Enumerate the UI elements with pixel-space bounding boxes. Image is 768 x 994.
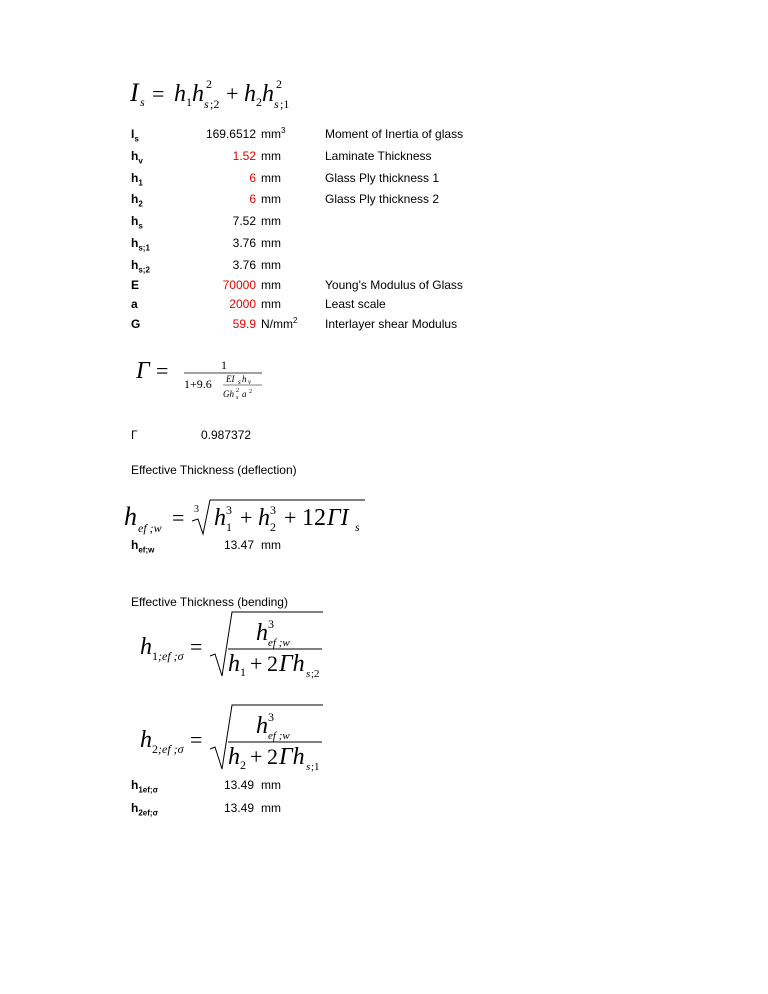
svg-text:=: =: [190, 727, 203, 752]
svg-text:3: 3: [270, 503, 276, 517]
parameter-row: [0, 258, 768, 278]
svg-text:h: h: [124, 502, 137, 531]
svg-text:h: h: [174, 81, 186, 107]
svg-text:h: h: [258, 505, 270, 531]
h2ef-value: 13.49: [224, 801, 255, 815]
svg-text:Γh: Γh: [279, 651, 305, 677]
parameter-row: [0, 127, 768, 147]
h1ef-symbol: $h_{1ef;\sigma}$: [131, 778, 159, 795]
parameter-symbol: a: [131, 297, 138, 311]
formula-effective-thickness-bending-1: [140, 610, 330, 680]
svg-text:2: 2: [206, 77, 212, 91]
svg-text:+: +: [240, 505, 253, 530]
svg-text:2: 2: [236, 388, 239, 394]
parameter-value: 2000: [229, 297, 256, 311]
hef-w-symbol: $h_{ef;w}$: [131, 538, 155, 555]
parameter-value: 59.9: [232, 317, 256, 331]
hef-w-unit: mm: [261, 538, 281, 552]
parameter-unit: mm: [261, 171, 281, 185]
parameter-value: 169.6512: [205, 127, 256, 141]
parameter-symbol: $h_v$: [131, 149, 143, 166]
svg-text:;2: ;2: [210, 97, 220, 111]
svg-text:2: 2: [240, 758, 246, 772]
parameter-symbol: $h_1$: [131, 171, 143, 188]
svg-text:2: 2: [270, 520, 276, 534]
svg-text:Γh: Γh: [279, 744, 305, 770]
parameter-unit: $N/mm^2$: [261, 316, 298, 331]
hef-w-value: 13.47: [224, 538, 255, 552]
svg-text:;1: ;1: [280, 97, 290, 111]
svg-text:=: =: [152, 81, 165, 106]
svg-text:1: 1: [240, 665, 246, 679]
svg-text:Γ: Γ: [136, 358, 150, 384]
svg-text:2: 2: [152, 742, 158, 756]
parameter-symbol: E: [131, 278, 140, 292]
svg-text:h: h: [192, 81, 204, 107]
parameter-value: 6: [249, 171, 256, 185]
formula-moment-of-inertia: [130, 75, 310, 111]
svg-text:h: h: [244, 81, 256, 107]
parameter-row: [0, 214, 768, 234]
formula-shear-transfer-coefficient: [136, 352, 276, 412]
svg-text:2: 2: [256, 95, 262, 109]
parameter-description: Least scale: [325, 297, 386, 311]
svg-text:;ef ;σ: ;ef ;σ: [158, 742, 184, 756]
parameter-symbol: $I_s$: [131, 127, 139, 144]
svg-text:1: 1: [186, 95, 192, 109]
parameter-description: Glass Ply thickness 2: [325, 192, 440, 206]
svg-text:ef ;w: ef ;w: [268, 730, 290, 742]
gamma-value: 0.987372: [201, 428, 252, 442]
hef-w-row: [0, 538, 768, 558]
parameter-unit: mm: [261, 149, 281, 163]
svg-text:+: +: [226, 81, 239, 106]
svg-text:3: 3: [268, 710, 274, 724]
gamma-symbol: Γ: [131, 428, 138, 442]
svg-text:s: s: [306, 761, 311, 773]
svg-text:3: 3: [268, 617, 274, 631]
svg-text:EI: EI: [226, 374, 235, 384]
svg-text:s: s: [238, 378, 241, 386]
svg-text:s: s: [306, 668, 311, 680]
parameter-symbol: $h_{s;1}$: [131, 236, 150, 253]
parameter-symbol: G: [131, 317, 141, 331]
svg-text:h: h: [256, 713, 268, 739]
svg-text:h: h: [262, 81, 274, 107]
svg-text:2: 2: [267, 744, 278, 769]
parameter-row: [0, 317, 768, 337]
svg-text:Gh: Gh: [223, 389, 234, 399]
svg-text:1: 1: [226, 520, 232, 534]
parameter-row: [0, 171, 768, 191]
parameter-symbol: $h_s$: [131, 214, 143, 231]
parameter-description: Young's Modulus of Glass: [325, 278, 463, 292]
svg-text:3: 3: [194, 504, 199, 515]
parameter-row: [0, 192, 768, 212]
svg-text:h: h: [140, 727, 152, 753]
svg-text:s: s: [355, 520, 360, 534]
parameter-description: Laminate Thickness: [325, 149, 432, 163]
parameter-unit: mm: [261, 192, 281, 206]
svg-text:s: s: [140, 95, 145, 109]
svg-text:=: =: [156, 358, 169, 383]
svg-text:I: I: [130, 78, 139, 107]
formula-effective-thickness-bending-2: [140, 703, 330, 773]
parameter-unit: mm: [261, 214, 281, 228]
svg-text:12: 12: [302, 505, 326, 531]
svg-text:h: h: [228, 744, 240, 770]
h2ef-unit: mm: [261, 801, 281, 815]
svg-text:2: 2: [249, 389, 252, 395]
parameter-value: 6: [249, 192, 256, 206]
parameter-unit: $mm^3$: [261, 126, 286, 141]
svg-text:+: +: [250, 651, 263, 676]
svg-text:h: h: [256, 620, 268, 646]
parameter-unit: mm: [261, 278, 281, 292]
svg-text:2: 2: [276, 77, 282, 91]
svg-text:h: h: [140, 634, 152, 660]
svg-text:=: =: [190, 634, 203, 659]
parameter-description: Glass Ply thickness 1: [325, 171, 440, 185]
svg-text:h: h: [214, 505, 226, 531]
svg-text:;2: ;2: [311, 668, 320, 680]
parameter-unit: mm: [261, 258, 281, 272]
svg-text:+: +: [284, 505, 297, 530]
parameter-symbol: $h_{s;2}$: [131, 258, 150, 275]
section-deflection-heading: Effective Thickness (deflection): [131, 463, 297, 477]
svg-text:h: h: [228, 651, 240, 677]
gamma-row: [0, 428, 768, 448]
parameter-row: [0, 297, 768, 317]
svg-text:2: 2: [267, 651, 278, 676]
parameter-description: Moment of Inertia of glass: [325, 127, 464, 141]
parameter-value: 70000: [222, 278, 256, 292]
svg-text:s: s: [236, 395, 239, 401]
svg-text:ef ;w: ef ;w: [268, 637, 290, 649]
svg-text:=: =: [172, 505, 185, 530]
parameter-value: 3.76: [232, 258, 256, 272]
parameter-row: [0, 278, 768, 298]
svg-text:1+9.6: 1+9.6: [184, 377, 212, 391]
parameter-unit: mm: [261, 236, 281, 250]
parameter-row: [0, 236, 768, 256]
svg-text:1: 1: [152, 649, 158, 663]
h2ef-row: [0, 801, 768, 821]
svg-text:h: h: [242, 374, 247, 384]
svg-text:;ef ;σ: ;ef ;σ: [158, 649, 184, 663]
svg-text:1: 1: [221, 358, 227, 372]
parameter-value: 3.76: [232, 236, 256, 250]
h1ef-unit: mm: [261, 778, 281, 792]
svg-text:ef ;w: ef ;w: [138, 521, 162, 535]
svg-text:v: v: [248, 378, 252, 386]
formula-effective-thickness-deflection: [124, 494, 369, 540]
svg-text:;1: ;1: [311, 761, 320, 773]
h2ef-symbol: $h_{2ef;\sigma}$: [131, 801, 159, 818]
parameter-value: 1.52: [232, 149, 256, 163]
svg-text:s: s: [204, 97, 209, 111]
parameter-value: 7.52: [232, 214, 256, 228]
svg-text:3: 3: [226, 503, 232, 517]
parameter-description: Interlayer shear Modulus: [325, 317, 458, 331]
svg-text:+: +: [250, 744, 263, 769]
svg-text:a: a: [242, 389, 247, 399]
parameter-unit: mm: [261, 297, 281, 311]
h1ef-row: [0, 778, 768, 798]
svg-text:ΓI: ΓI: [327, 505, 349, 531]
h1ef-value: 13.49: [224, 778, 255, 792]
svg-text:s: s: [274, 97, 279, 111]
parameter-row: [0, 149, 768, 169]
parameter-symbol: $h_2$: [131, 192, 143, 209]
section-bending-heading: Effective Thickness (bending): [131, 595, 288, 609]
